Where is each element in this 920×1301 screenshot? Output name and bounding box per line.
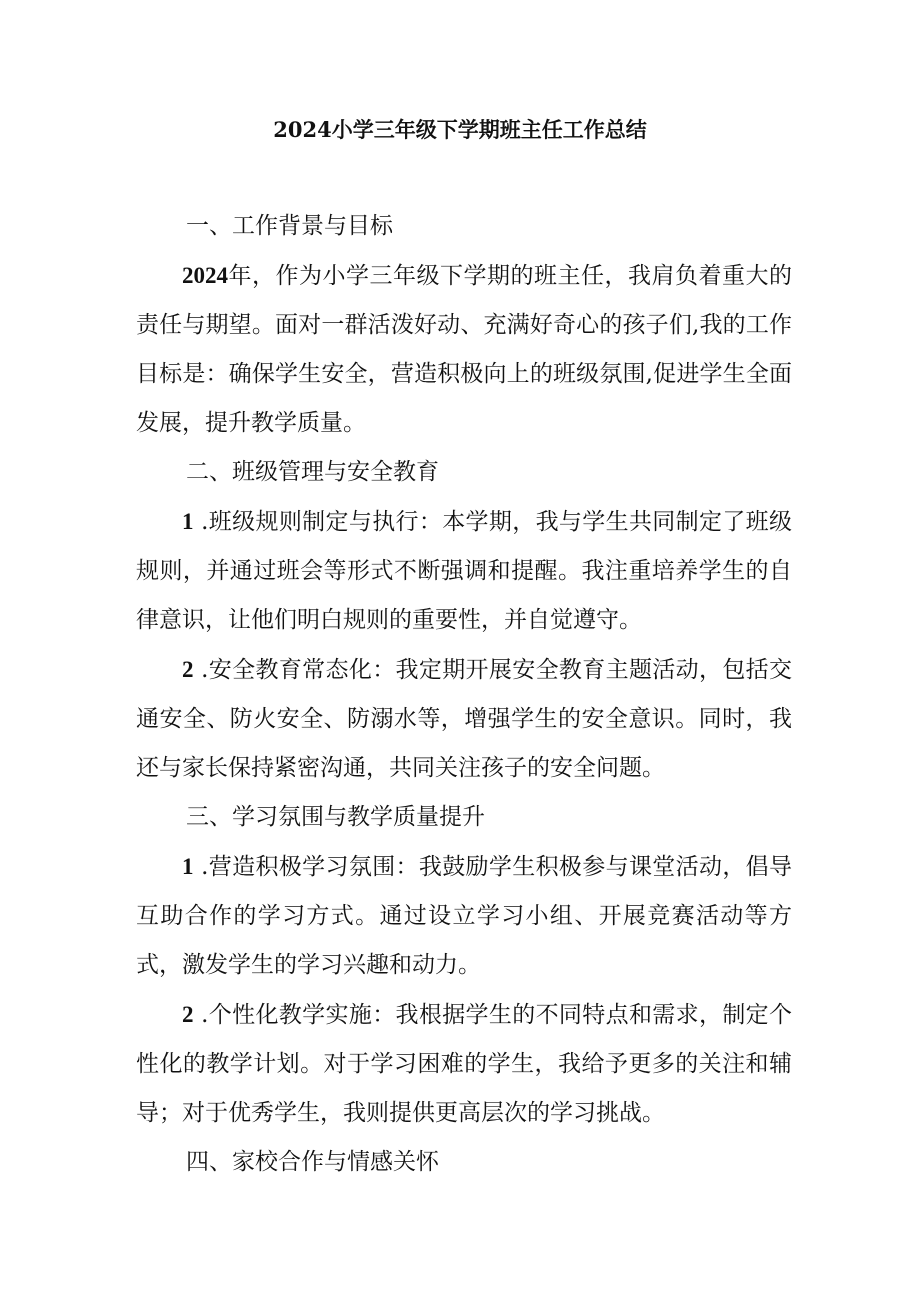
- paragraph-learning-atmosphere: [136, 842, 792, 990]
- paragraph-text: .安全教育常态化：我定期开展安全教育主题活动，包括交通安全、防火安全、防溺水等，增强学生的安全意识。同时，我还与家长保持紧密沟通，共同关注孩子的安全问题。: [136, 657, 792, 781]
- section-heading-2: [136, 448, 792, 497]
- paragraph-class-rules: [136, 497, 792, 645]
- section-heading-text: 一、工作背景与目标: [186, 213, 393, 239]
- year-number: 2024: [182, 263, 228, 288]
- paragraph-safety-education: [136, 645, 792, 793]
- section-heading-text: 四、家校合作与情感关怀: [186, 1149, 439, 1175]
- paragraph-text: .营造积极学习氛围：我鼓励学生积极参与课堂活动，倡导互助合作的学习方式。通过设立学习小组、开展竞赛活动等方式，激发学生的学习兴趣和动力。: [136, 854, 792, 978]
- section-heading-text: 二、班级管理与安全教育: [186, 459, 439, 485]
- item-number: 2: [182, 1002, 194, 1027]
- section-heading-3: [136, 793, 792, 842]
- paragraph-personalized-teaching: [136, 990, 792, 1138]
- document-title: 2024小学三年级下学期班主任工作总结: [273, 117, 647, 142]
- paragraph-text: 年，作为小学三年级下学期的班主任，我肩负着重大的责任与期望。面对一群活泼好动、充满好奇心的孩子们,我的工作目标是：确保学生安全，营造积极向上的班级氛围,促进学生全面发展，提升教学质量。: [136, 263, 792, 436]
- item-number: 2: [182, 657, 194, 682]
- paragraph-background: [136, 251, 792, 448]
- section-heading-4: [136, 1138, 792, 1187]
- item-number: 1: [182, 854, 194, 879]
- item-number: 1: [182, 509, 194, 534]
- paragraph-text: .个性化教学实施：我根据学生的不同特点和需求，制定个性化的教学计划。对于学习困难的学生，我给予更多的关注和辅导；对于优秀学生，我则提供更高层次的学习挑战。: [136, 1002, 792, 1126]
- section-heading-text: 三、学习氛围与教学质量提升: [186, 804, 485, 830]
- section-heading-1: [136, 202, 792, 251]
- paragraph-text: .班级规则制定与执行：本学期，我与学生共同制定了班级规则，并通过班会等形式不断强调和提醒。我注重培养学生的自律意识，让他们明白规则的重要性，并自觉遵守。: [136, 509, 792, 633]
- document-body: [136, 202, 792, 1187]
